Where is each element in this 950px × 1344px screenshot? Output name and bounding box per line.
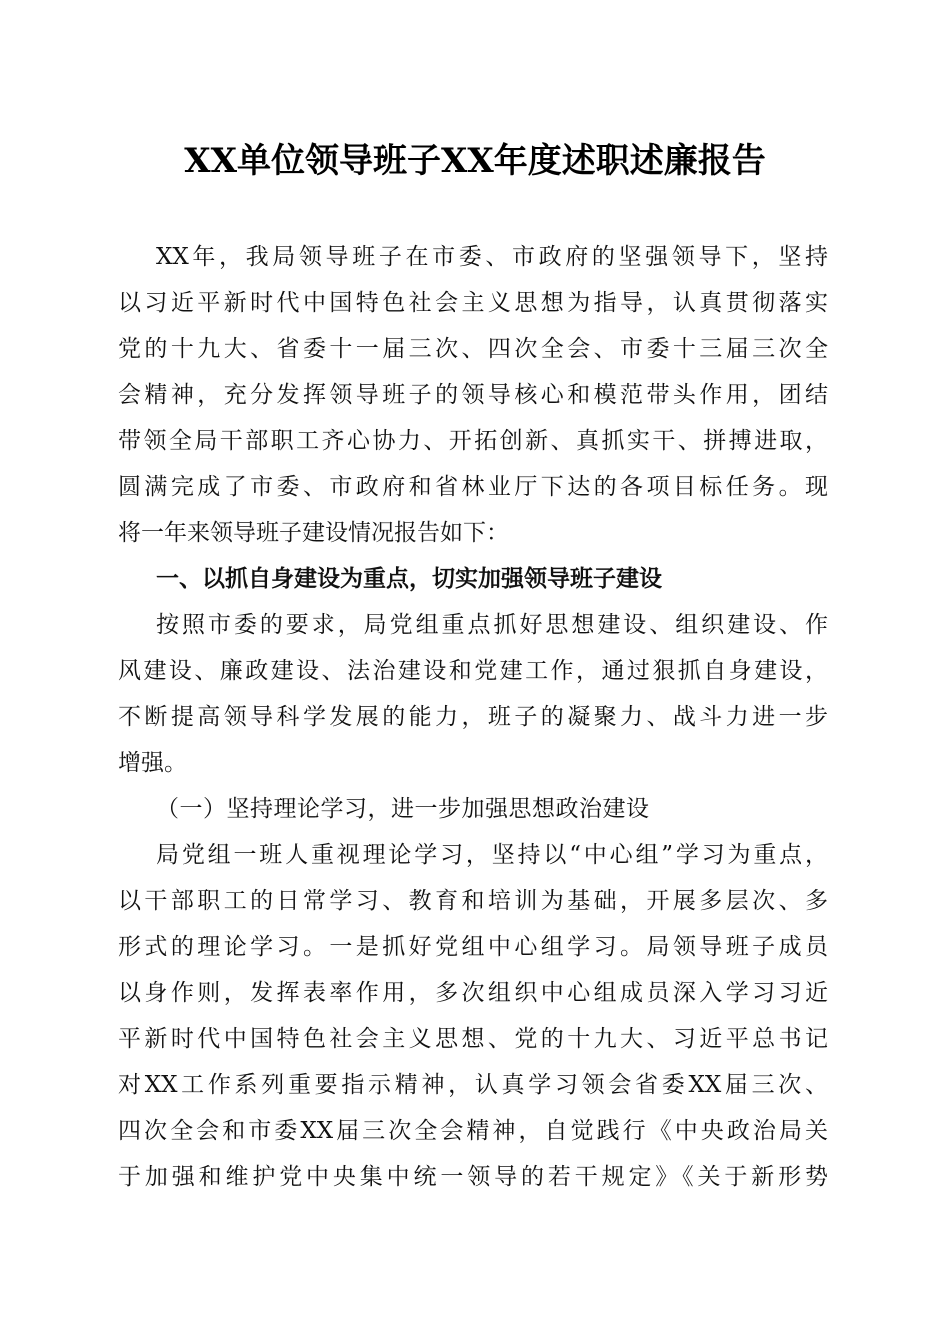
- subsection-heading: （一）坚持理论学习，进一步加强思想政治建设: [156, 796, 650, 822]
- document-title: XX单位领导班子XX年度述职述廉报告: [184, 141, 766, 181]
- paragraph-line: 四次全会和市委XX届三次全会精神，自觉践行《中央政治局关: [118, 1118, 828, 1144]
- paragraph-line: 党的十九大、省委十一届三次、四次全会、市委十三届三次全: [118, 336, 828, 362]
- paragraph-line: 以干部职工的日常学习、教育和培训为基础，开展多层次、多: [118, 888, 828, 914]
- paragraph-line: 增强。: [118, 750, 187, 776]
- paragraph-line: 形式的理论学习。一是抓好党组中心组学习。局领导班子成员: [118, 934, 828, 960]
- paragraph-line: 不断提高领导科学发展的能力，班子的凝聚力、战斗力进一步: [118, 704, 828, 730]
- paragraph-line: 将一年来领导班子建设情况报告如下：: [118, 520, 509, 546]
- paragraph-line: 风建设、廉政建设、法治建设和党建工作，通过狠抓自身建设，: [118, 658, 828, 684]
- paragraph-line: 对XX工作系列重要指示精神，认真学习领会省委XX届三次、: [118, 1072, 828, 1098]
- paragraph-line: 圆满完成了市委、市政府和省林业厅下达的各项目标任务。现: [118, 474, 828, 500]
- paragraph-line: XX年，我局领导班子在市委、市政府的坚强领导下，坚持: [156, 244, 828, 270]
- paragraph-line: 以习近平新时代中国特色社会主义思想为指导，认真贯彻落实: [118, 290, 828, 316]
- paragraph-line: 会精神，充分发挥领导班子的领导核心和模范带头作用，团结: [118, 382, 828, 408]
- paragraph-line: 带领全局干部职工齐心协力、开拓创新、真抓实干、拼搏进取，: [118, 428, 828, 454]
- paragraph-line: 以身作则，发挥表率作用，多次组织中心组成员深入学习习近: [118, 980, 828, 1006]
- document-body: [118, 234, 828, 1200]
- paragraph-line: 平新时代中国特色社会主义思想、党的十九大、习近平总书记: [118, 1026, 828, 1052]
- paragraph-line: 于加强和维护党中央集中统一领导的若干规定》《关于新形势: [118, 1164, 828, 1190]
- section-heading: 一、以抓自身建设为重点，切实加强领导班子建设: [156, 566, 662, 592]
- paragraph-line: 局党组一班人重视理论学习，坚持以“中心组”学习为重点，: [156, 842, 828, 868]
- paragraph-line: 按照市委的要求，局党组重点抓好思想建设、组织建设、作: [156, 612, 828, 638]
